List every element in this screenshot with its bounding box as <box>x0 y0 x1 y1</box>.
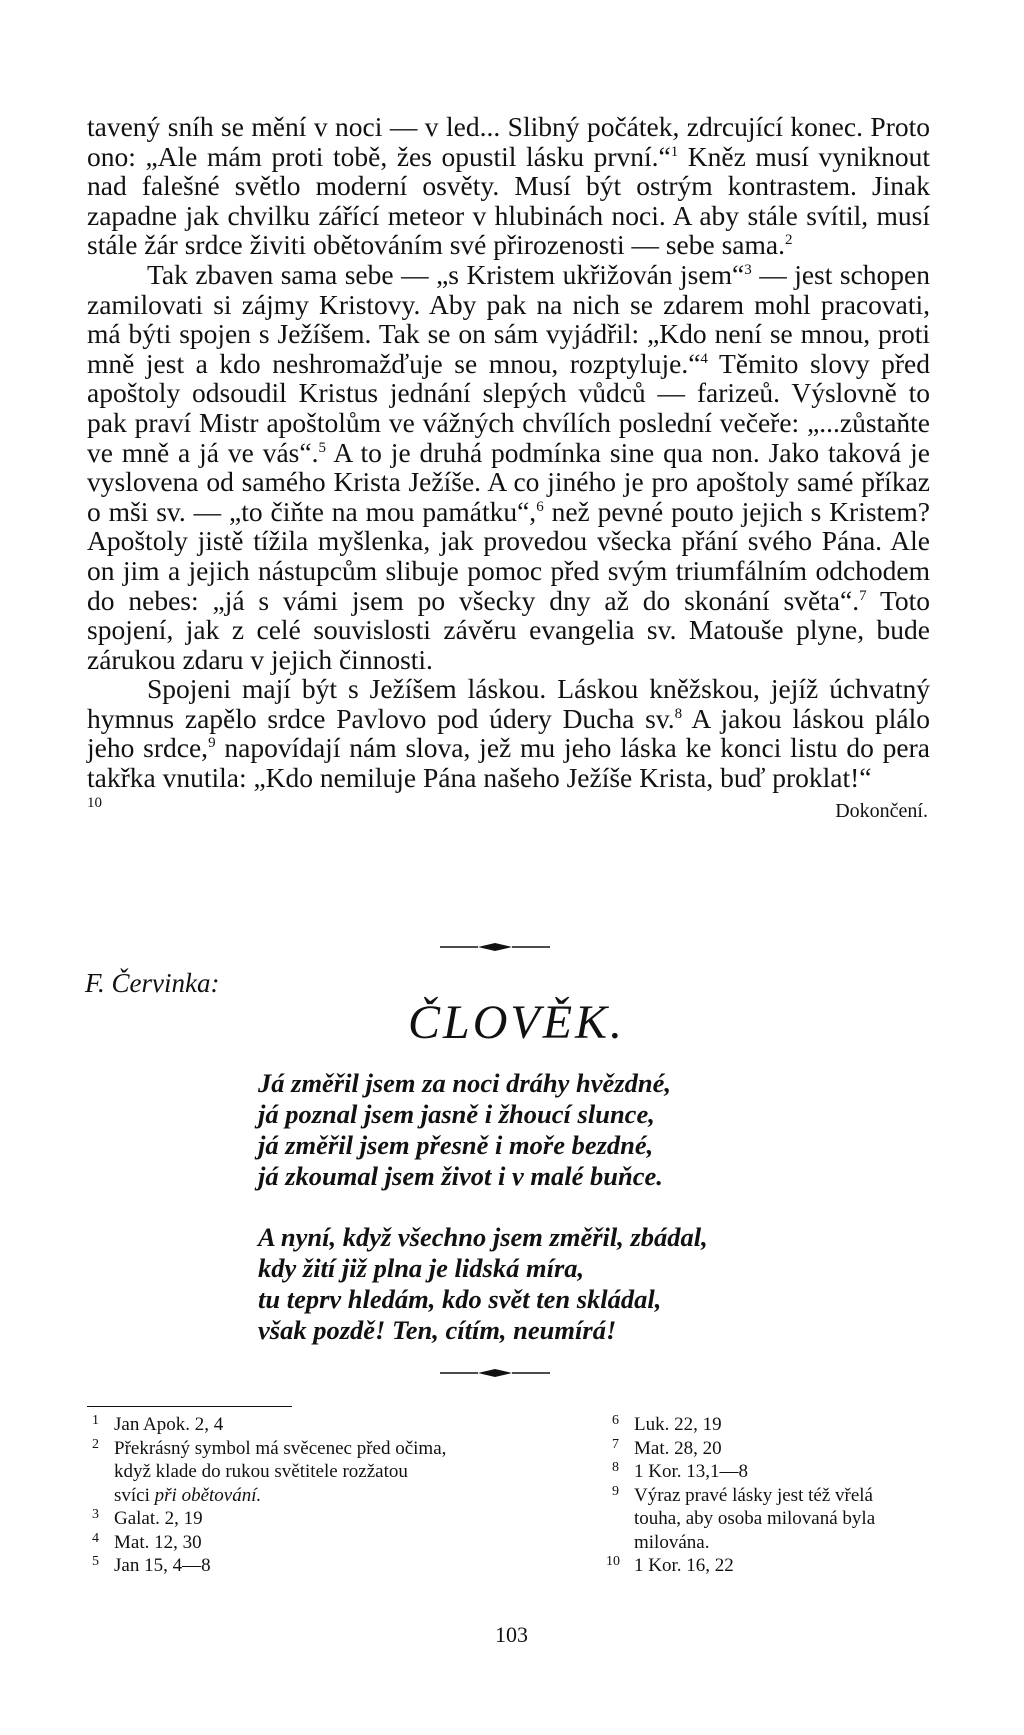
page-number: 103 <box>495 1622 528 1647</box>
paragraph-2: Tak zbaven sama sebe — „s Kristem ukřižován jsem“$^3$ — jest schopen zamilovati si zájmy Kristovy. Aby pak na nich se zdarem mohl pracovati, má býti spojen s Ježíšem. Tak se on sám vyjádřil: „Kdo není se mnou, proti mně jest a kdo neshromažďuje se mnou, rozptyluje.“$^4$ Těmito slovy před apoštoly odsoudil Kristus jednání slepých vůdců — farizeů. Výslovně to pak praví Mistr apoštolům ve vážných chvílích poslední večeře: „...zůstaňte ve mně a já ve vás“.$^5$ A to je druhá podmínka sine qua non. Jako taková je vyslovena od samého Krista Ježíše. A co jiného je pro apoštoly samé příkaz o mši sv. — „to čiňte na mou památku“,$^6$ než pevné pouto jejich s Kristem? Apoštoly jistě tížila myšlenka, jak provedou všecka přání svého Pána. Ale on jim a jejich nástupcům slibuje pomoc před svým triumfálním odchodem do nebes: „já s vámi jsem po všecky dny až do skonání světa“.$^7$ Toto spojení, jak z celé souvislosti závěru evangelia sv. Matouše plyne, bude zárukou zdaru v jejich činnosti. <box>87 258 930 675</box>
footnotes-right <box>606 1413 876 1578</box>
poem-stanza-2 <box>258 1222 708 1346</box>
poem-title: ČLOVĚK. <box>408 996 626 1049</box>
author-name: F. Červinka: <box>85 968 220 998</box>
ornament-divider-bottom <box>440 1368 550 1378</box>
footnotes-left <box>92 1413 446 1578</box>
paragraph-1: tavený sníh se mění v noci — v led... Slibný počátek, zdrcující konec. Proto ono: „Ale mám proti tobě, žes opustil lásku první.“$^1$ Kněz musí vyniknout nad falešné světlo moderní osvěty. Musí být ostrým kontrastem. Jinak zapadne jak chvilku zářící meteor v hlubinách noci. A aby stále svítil, musí stále žár srdce živiti obětováním své přirozenosti — sebe sama.$^2$ <box>87 111 930 261</box>
poem-line: tu teprv hledám, kdo svět ten skládal, <box>258 1284 662 1314</box>
footnote: 7 Mat. 28, 20 <box>612 1436 722 1459</box>
paragraph-3-end <box>87 793 930 827</box>
poem-line: kdy žití již plna je lidská míra, <box>258 1253 585 1283</box>
footnote-continuation: svíci při obětování. <box>114 1484 262 1506</box>
footnote-continuation: touha, aby osoba milovaná byla <box>634 1508 876 1529</box>
footnote: 1 Jan Apok. 2, 4 <box>92 1413 224 1435</box>
footnote: 8 1 Kor. 13,1—8 <box>612 1460 748 1482</box>
body-text <box>87 112 930 826</box>
footnote: 5 Jan 15, 4—8 <box>92 1554 211 1576</box>
footnote: 9 Výraz pravé lásky jest též vřelá <box>612 1483 873 1506</box>
continued-note: Dokončení. <box>835 799 928 822</box>
ornament-divider-top <box>440 942 550 952</box>
footnote-continuation: když klade do rukou světitele rozžatou <box>114 1461 408 1482</box>
poem-line: však pozdě! Ten, cítím, neumírá! <box>258 1315 617 1345</box>
poem-line: Já změřil jsem za noci dráhy hvězdné, <box>258 1068 671 1098</box>
poem-line: já zkoumal jsem život i v malé buňce. <box>258 1161 663 1191</box>
poem-line: A nyní, když všechno jsem změřil, zbádal, <box>258 1222 708 1252</box>
poem-line: já změřil jsem přesně i moře bezdné, <box>258 1130 654 1160</box>
footnote: 3 Galat. 2, 19 <box>92 1507 203 1529</box>
poem-stanza-1 <box>258 1068 671 1192</box>
footnote: 4 Mat. 12, 30 <box>92 1530 202 1553</box>
footnote-rule <box>87 1406 292 1407</box>
paragraph-3: Spojeni mají být s Ježíšem láskou. Láskou kněžskou, jejíž úchvatný hymnus zapělo srdce Pavlovo pod údery Ducha sv.$^8$ A jakou láskou plálo jeho srdce,$^9$ napovídají nám slova, jež mu jeho láska ke konci listu do pera takřka vnutila: „Kdo nemiluje Pána našeho Ježíše Krista, buď proklat!“ <box>87 673 930 794</box>
footnote-continuation: milována. <box>634 1531 710 1553</box>
poem-line: já poznal jsem jasně i žhoucí slunce, <box>258 1099 655 1129</box>
footnote: 2 Překrásný symbol má svěcenec před očima, <box>92 1436 447 1459</box>
footnote: 10 1 Kor. 16, 22 <box>606 1554 734 1576</box>
footnote: 6 Luk. 22, 19 <box>612 1413 722 1435</box>
closing-line: 10 <box>87 794 102 811</box>
